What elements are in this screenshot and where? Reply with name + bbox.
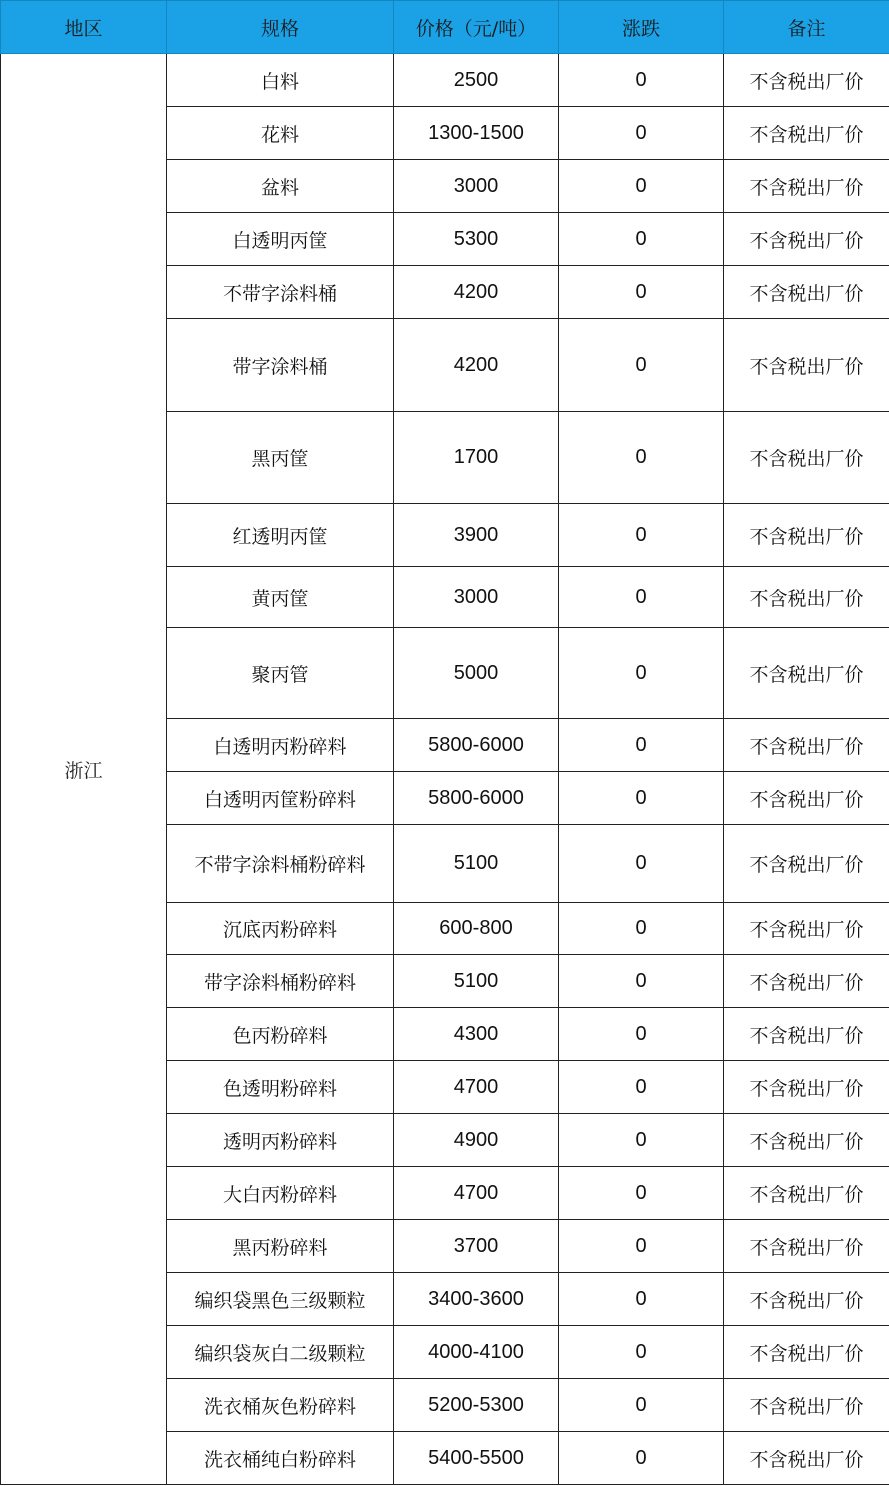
note-cell: 不含税出厂价 bbox=[724, 213, 889, 266]
note-cell: 不含税出厂价 bbox=[724, 903, 889, 955]
note-cell: 不含税出厂价 bbox=[724, 160, 889, 213]
note-cell: 不含税出厂价 bbox=[724, 1326, 889, 1379]
spec-cell: 白料 bbox=[167, 54, 394, 107]
change-cell: 0 bbox=[559, 160, 724, 213]
spec-cell: 透明丙粉碎料 bbox=[167, 1114, 394, 1167]
spec-cell: 白透明丙粉碎料 bbox=[167, 719, 394, 772]
change-cell: 0 bbox=[559, 107, 724, 160]
note-cell: 不含税出厂价 bbox=[724, 412, 889, 504]
note-cell: 不含税出厂价 bbox=[724, 1379, 889, 1432]
note-cell: 不含税出厂价 bbox=[724, 955, 889, 1008]
change-cell: 0 bbox=[559, 1273, 724, 1326]
change-cell: 0 bbox=[559, 903, 724, 955]
spec-cell: 编织袋黑色三级颗粒 bbox=[167, 1273, 394, 1326]
change-cell: 0 bbox=[559, 628, 724, 719]
note-cell: 不含税出厂价 bbox=[724, 266, 889, 319]
note-cell: 不含税出厂价 bbox=[724, 54, 889, 107]
table-header bbox=[1, 1, 889, 54]
note-cell: 不含税出厂价 bbox=[724, 1114, 889, 1167]
table-row bbox=[1, 54, 889, 107]
price-cell: 5800-6000 bbox=[394, 719, 559, 772]
price-cell: 1700 bbox=[394, 412, 559, 504]
change-cell: 0 bbox=[559, 504, 724, 567]
price-cell: 4700 bbox=[394, 1167, 559, 1220]
note-cell: 不含税出厂价 bbox=[724, 628, 889, 719]
change-cell: 0 bbox=[559, 266, 724, 319]
table-body bbox=[1, 54, 889, 1485]
change-cell: 0 bbox=[559, 1379, 724, 1432]
change-cell: 0 bbox=[559, 955, 724, 1008]
spec-cell: 白透明丙筐 bbox=[167, 213, 394, 266]
header-row bbox=[1, 1, 889, 54]
header-price: 价格（元/吨） bbox=[394, 1, 559, 54]
note-cell: 不含税出厂价 bbox=[724, 1220, 889, 1273]
change-cell: 0 bbox=[559, 719, 724, 772]
spec-cell: 编织袋灰白二级颗粒 bbox=[167, 1326, 394, 1379]
spec-cell: 带字涂料桶粉碎料 bbox=[167, 955, 394, 1008]
price-cell: 4300 bbox=[394, 1008, 559, 1061]
change-cell: 0 bbox=[559, 54, 724, 107]
price-cell: 5300 bbox=[394, 213, 559, 266]
header-change: 涨跌 bbox=[559, 1, 724, 54]
price-cell: 4900 bbox=[394, 1114, 559, 1167]
spec-cell: 洗衣桶灰色粉碎料 bbox=[167, 1379, 394, 1432]
change-cell: 0 bbox=[559, 1432, 724, 1485]
price-cell: 5100 bbox=[394, 955, 559, 1008]
price-cell: 600-800 bbox=[394, 903, 559, 955]
spec-cell: 黑丙粉碎料 bbox=[167, 1220, 394, 1273]
price-cell: 4000-4100 bbox=[394, 1326, 559, 1379]
change-cell: 0 bbox=[559, 1061, 724, 1114]
note-cell: 不含税出厂价 bbox=[724, 772, 889, 825]
change-cell: 0 bbox=[559, 1326, 724, 1379]
spec-cell: 带字涂料桶 bbox=[167, 319, 394, 412]
note-cell: 不含税出厂价 bbox=[724, 825, 889, 903]
price-cell: 5000 bbox=[394, 628, 559, 719]
spec-cell: 沉底丙粉碎料 bbox=[167, 903, 394, 955]
header-region: 地区 bbox=[1, 1, 167, 54]
note-cell: 不含税出厂价 bbox=[724, 107, 889, 160]
header-note: 备注 bbox=[724, 1, 889, 54]
change-cell: 0 bbox=[559, 319, 724, 412]
note-cell: 不含税出厂价 bbox=[724, 504, 889, 567]
change-cell: 0 bbox=[559, 1114, 724, 1167]
price-cell: 3900 bbox=[394, 504, 559, 567]
price-cell: 3700 bbox=[394, 1220, 559, 1273]
spec-cell: 盆料 bbox=[167, 160, 394, 213]
note-cell: 不含税出厂价 bbox=[724, 1008, 889, 1061]
spec-cell: 色丙粉碎料 bbox=[167, 1008, 394, 1061]
header-spec: 规格 bbox=[167, 1, 394, 54]
price-cell: 4200 bbox=[394, 319, 559, 412]
spec-cell: 黄丙筐 bbox=[167, 567, 394, 628]
price-cell: 3000 bbox=[394, 567, 559, 628]
note-cell: 不含税出厂价 bbox=[724, 719, 889, 772]
note-cell: 不含税出厂价 bbox=[724, 1432, 889, 1485]
change-cell: 0 bbox=[559, 412, 724, 504]
price-cell: 5200-5300 bbox=[394, 1379, 559, 1432]
spec-cell: 不带字涂料桶 bbox=[167, 266, 394, 319]
spec-cell: 白透明丙筐粉碎料 bbox=[167, 772, 394, 825]
change-cell: 0 bbox=[559, 1167, 724, 1220]
note-cell: 不含税出厂价 bbox=[724, 1167, 889, 1220]
change-cell: 0 bbox=[559, 567, 724, 628]
price-cell: 5800-6000 bbox=[394, 772, 559, 825]
note-cell: 不含税出厂价 bbox=[724, 1273, 889, 1326]
change-cell: 0 bbox=[559, 1220, 724, 1273]
spec-cell: 聚丙管 bbox=[167, 628, 394, 719]
change-cell: 0 bbox=[559, 213, 724, 266]
price-cell: 5100 bbox=[394, 825, 559, 903]
spec-cell: 洗衣桶纯白粉碎料 bbox=[167, 1432, 394, 1485]
spec-cell: 花料 bbox=[167, 107, 394, 160]
region-cell: 浙江 bbox=[1, 54, 167, 1485]
note-cell: 不含税出厂价 bbox=[724, 567, 889, 628]
spec-cell: 色透明粉碎料 bbox=[167, 1061, 394, 1114]
change-cell: 0 bbox=[559, 825, 724, 903]
price-cell: 4200 bbox=[394, 266, 559, 319]
price-cell: 5400-5500 bbox=[394, 1432, 559, 1485]
spec-cell: 不带字涂料桶粉碎料 bbox=[167, 825, 394, 903]
price-cell: 3400-3600 bbox=[394, 1273, 559, 1326]
price-cell: 4700 bbox=[394, 1061, 559, 1114]
price-cell: 1300-1500 bbox=[394, 107, 559, 160]
price-cell: 3000 bbox=[394, 160, 559, 213]
change-cell: 0 bbox=[559, 772, 724, 825]
note-cell: 不含税出厂价 bbox=[724, 319, 889, 412]
spec-cell: 黑丙筐 bbox=[167, 412, 394, 504]
spec-cell: 大白丙粉碎料 bbox=[167, 1167, 394, 1220]
price-cell: 2500 bbox=[394, 54, 559, 107]
spec-cell: 红透明丙筐 bbox=[167, 504, 394, 567]
change-cell: 0 bbox=[559, 1008, 724, 1061]
note-cell: 不含税出厂价 bbox=[724, 1061, 889, 1114]
